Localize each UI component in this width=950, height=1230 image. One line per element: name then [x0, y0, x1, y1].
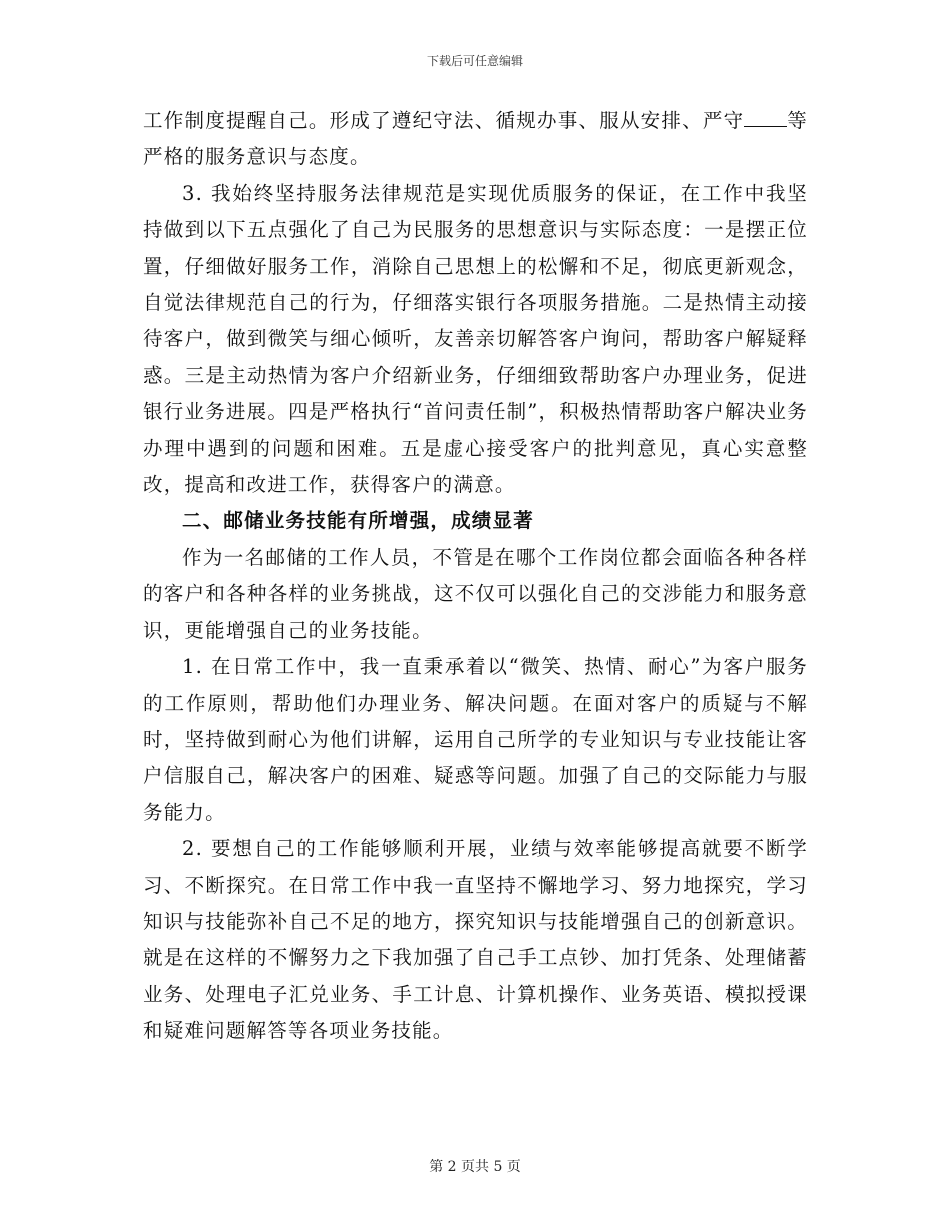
section-heading: 二、邮储业务技能有所增强，成绩显著: [182, 509, 534, 533]
paragraph-text: 工作制度提醒自己。形成了遵纪守法、循规办事、服从安排、严守: [143, 109, 745, 132]
document-body: [143, 103, 808, 1050]
paragraph-point-1: 1. 在日常工作中，我一直秉承着以“微笑、热情、耐心”为客户服务的工作原则，帮助他们办理业务、解决问题。在面对客户的质疑与不解时，坚持做到耐心为他们讲解，运用自己所学的专业知识与专业技能让客户信服自己，解决客户的困难、疑惑等问题。加强了自己的交际能力与服务能力。: [143, 655, 808, 824]
fill-in-blank: [744, 107, 787, 127]
paragraph-text: 等严格的服务意识与态度。: [143, 109, 808, 169]
page-header: 下载后可任意编辑: [426, 54, 523, 68]
page-number: 第 2 页共 5 页: [429, 1159, 521, 1175]
paragraph-intro: 作为一名邮储的工作人员，不管是在哪个工作岗位都会面临各种各样的客户和各种各样的业务挑战，这不仅可以强化自己的交涉能力和服务意识，更能增强自己的业务技能。: [143, 545, 808, 642]
paragraph-continued: [143, 103, 808, 176]
paragraph-point-2: 2. 要想自己的工作能够顺利开展，业绩与效率能够提高就要不断学习、不断探究。在日常工作中我一直坚持不懈地学习、努力地探究，学习知识与技能弥补自己不足的地方，探究知识与技能增强自己的创新意识。就是在这样的不懈努力之下我加强了自己手工点钞、加打凭条、处理储蓄业务、处理电子汇兑业务、手工计息、计算机操作、业务英语、模拟授课和疑难问题解答等各项业务技能。: [143, 837, 808, 1043]
paragraph-service-standards: 3. 我始终坚持服务法律规范是实现优质服务的保证，在工作中我坚持做到以下五点强化了自己为民服务的思想意识与实际态度：一是摆正位置，仔细做好服务工作，消除自己思想上的松懈和不足，彻底更新观念，自觉法律规范自己的行为，仔细落实银行各项服务措施。二是热情主动接待客户，做到微笑与细心倾听，友善亲切解答客户询问，帮助客户解疑释惑。三是主动热情为客户介绍新业务，仔细细致帮助客户办理业务，促进银行业务进展。四是严格执行“首问责任制”，积极热情帮助客户解决业务办理中遇到的问题和困难。五是虚心接受客户的批判意见，真心实意整改，提高和改进工作，获得客户的满意。: [143, 181, 808, 497]
